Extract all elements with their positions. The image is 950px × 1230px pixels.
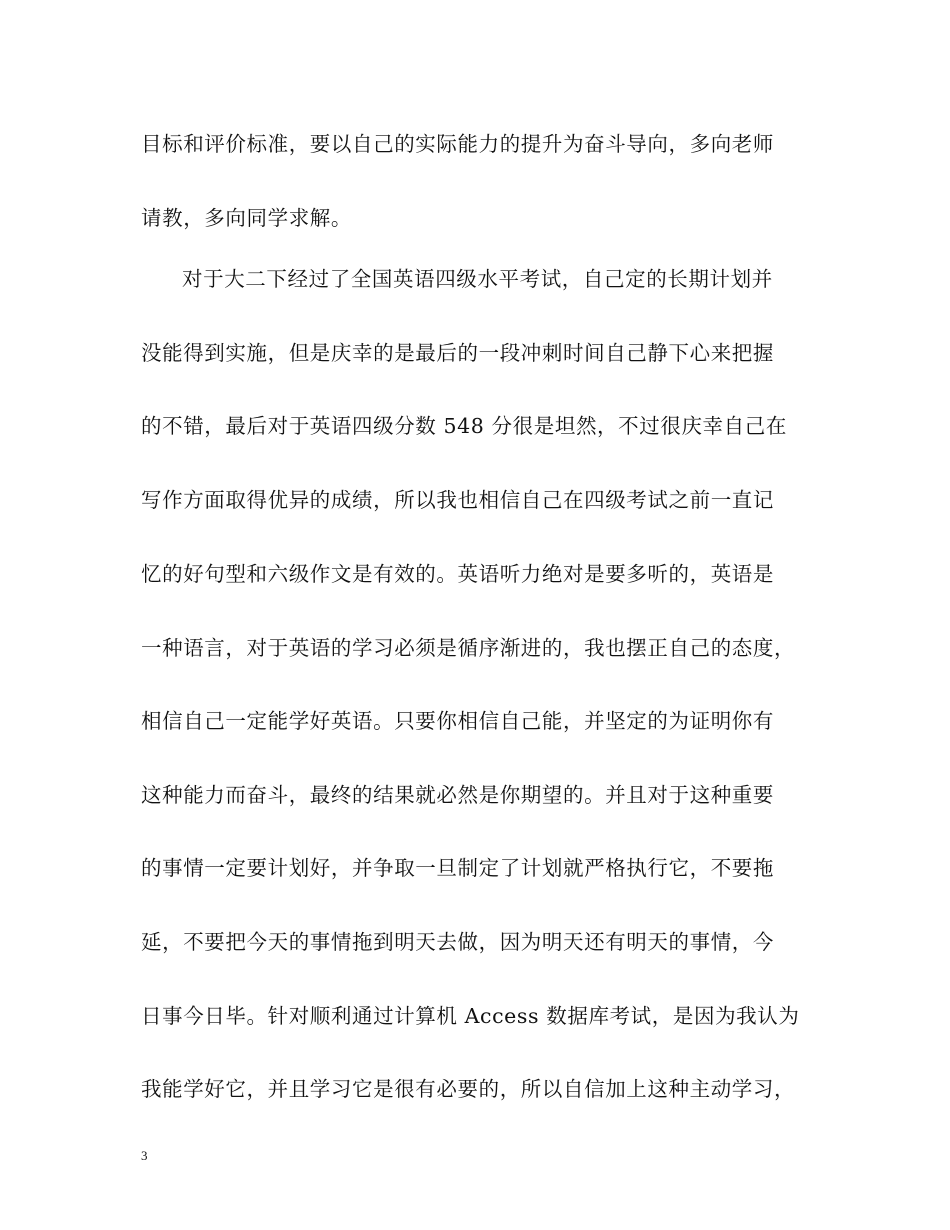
paragraph-first-line: 对于大二下经过了全国英语四级水平考试，自己定的长期计划并 bbox=[182, 267, 773, 291]
body-text-line: 延，不要把今天的事情拖到明天去做，因为明天还有明天的事情，今 bbox=[141, 930, 774, 954]
body-text-line: 没能得到实施，但是庆幸的是最后的一段冲刺时间自己静下心来把握 bbox=[141, 341, 774, 365]
body-text-line: 忆的好句型和六级作文是有效的。英语听力绝对是要多听的，英语是 bbox=[141, 562, 774, 586]
body-text-line: 相信自己一定能学好英语。只要你相信自己能，并坚定的为证明你有 bbox=[141, 709, 774, 733]
body-text-line: 请教，多向同学求解。 bbox=[141, 206, 352, 230]
body-text-line: 写作方面取得优异的成绩，所以我也相信自己在四级考试之前一直记 bbox=[141, 488, 774, 512]
body-text-line: 日事今日毕。针对顺利通过计算机 Access 数据库考试，是因为我认为 bbox=[141, 1004, 800, 1028]
body-text-line: 的事情一定要计划好，并争取一旦制定了计划就严格执行它，不要拖 bbox=[141, 856, 774, 880]
body-text-line: 的不错，最后对于英语四级分数 548 分很是坦然，不过很庆幸自己在 bbox=[141, 414, 787, 438]
body-text-line: 我能学好它，并且学习它是很有必要的，所以自信加上这种主动学习， bbox=[141, 1077, 796, 1101]
body-text-line: 一种语言，对于英语的学习必须是循序渐进的，我也摆正自己的态度， bbox=[141, 636, 796, 660]
page-number: 3 bbox=[141, 1148, 148, 1163]
body-text-line: 目标和评价标准，要以自己的实际能力的提升为奋斗导向，多向老师 bbox=[141, 132, 774, 156]
body-text-line: 这种能力而奋斗，最终的结果就必然是你期望的。并且对于这种重要 bbox=[141, 783, 774, 807]
